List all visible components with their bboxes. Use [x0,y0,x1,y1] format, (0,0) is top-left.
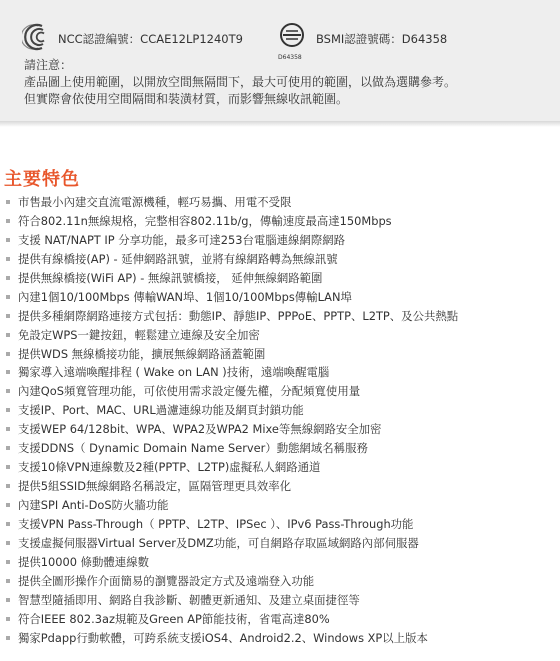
feature-list [6,193,556,648]
feature-item [6,629,556,648]
feature-text: 支援WEP 64/128bit、WPA、WPA2及WPA2 Mixe等無線網路安全加密 [18,422,382,437]
bullet-icon [6,200,10,204]
feature-item [6,591,556,610]
feature-item [6,288,556,307]
bsmi-logo-code: D64358 [278,54,302,61]
feature-item [6,420,556,439]
bullet-icon [6,427,10,431]
feature-item [6,553,556,572]
feature-text: 提供5組SSID無線網路名稱設定，區隔管理更具效率化 [18,479,292,494]
bullet-icon [6,295,10,299]
bullet-icon [6,446,10,450]
usage-notice [24,57,456,108]
feature-item [6,193,556,212]
feature-item [6,572,556,591]
feature-item [6,250,556,269]
feature-text: 提供10000 條動體連線數 [18,554,149,569]
notice-line-2: 但實際會依使用空間隔間和裝潢材質，而影響無線收訊範圍。 [24,92,349,106]
certification-row [0,22,560,61]
feature-text: 提供無線橋接(WiFi AP) - 無線訊號橋接， 延伸無線網路範圍 [18,270,323,285]
feature-text: 支援VPN Pass-Through（ PPTP、L2TP、IPSec ）、IPv6 Pass-Through功能 [18,516,414,531]
bullet-icon [6,579,10,583]
feature-text: 支援虛擬伺服器Virtual Server及DMZ功能，可自網路存取區域網路內部伺服器 [18,535,419,550]
feature-text: 市售最小內建交直流電源機種，輕巧易攜、用電不受限 [18,195,292,209]
bullet-icon [6,617,10,621]
feature-item [6,231,556,250]
feature-item [6,382,556,401]
bullet-icon [6,370,10,374]
feature-item [6,458,556,477]
feature-text: 提供全圖形操作介面簡易的瀏覽器設定方式及遠端登入功能 [18,573,315,588]
feature-text: 提供多種網際網路連接方式包括：動態IP、靜態IP、PPPoE、PPTP、L2TP、及公共熱點 [18,308,459,323]
feature-text: 支援10條VPN連線數及2種(PPTP、L2TP)虛擬私人網路通道 [18,460,321,475]
bullet-icon [6,465,10,469]
bullet-icon [6,522,10,526]
feature-item [6,269,556,288]
feature-text: 符合802.11n無線規格，完整相容802.11b/g，傳輸速度最高達150Mbps [18,213,392,228]
bullet-icon [6,484,10,488]
feature-item [6,307,556,326]
feature-item [6,363,556,382]
feature-text: 免設定WPS一鍵按鈕，輕鬆建立連線及安全加密 [18,327,260,342]
certification-panel [0,0,560,121]
feature-item [6,345,556,364]
feature-text: 支援DDNS（ Dynamic Domain Name Server）動態網域名稱服務 [18,441,368,456]
feature-text: 提供有線橋接(AP) - 延伸網路訊號，並將有線網路轉為無線訊號 [18,251,338,266]
feature-text: 支援IP、Port、MAC、URL過濾連線功能及網頁封鎖功能 [18,403,304,418]
feature-text: 支援 NAT/NAPT IP 分享功能，最多可達253台電腦連線網際網路 [18,232,346,247]
ncc-logo-icon [22,22,52,52]
notice-line-1: 產品圖上使用範圍，以開放空間無隔間下，最大可使用的範圍，以做為選購參考。 [24,75,457,89]
notice-title: 請注意： [24,58,73,72]
ncc-certification-number: NCC認證編號：CCAE12LP1240T9 [58,32,243,46]
panel-shadow [0,121,560,127]
feature-item [6,477,556,496]
feature-item [6,515,556,534]
feature-text: 智慧型隨插即用、網路自我診斷、韌體更新通知、及建立桌面捷徑等 [18,592,360,607]
section-title: 主要特色 [4,169,80,190]
feature-item [6,401,556,420]
bullet-icon [6,389,10,393]
feature-item [6,534,556,553]
bullet-icon [6,238,10,242]
bullet-icon [6,560,10,564]
bullet-icon [6,503,10,507]
feature-item [6,212,556,231]
feature-item [6,326,556,345]
bullet-icon [6,636,10,640]
feature-text: 獨家導入遠端喚醒排程 ( Wake on LAN )技術，遠端喚醒電腦 [18,365,330,380]
bullet-icon [6,257,10,261]
feature-text: 獨家Pdapp行動軟體，可跨系統支援iOS4、Android2.2、Windows XP以上版本 [18,630,428,645]
bullet-icon [6,276,10,280]
feature-item [6,439,556,458]
feature-text: 符合IEEE 802.3az規範及Green AP節能技術，省電高達80% [18,611,330,626]
bullet-icon [6,314,10,318]
feature-item [6,610,556,629]
feature-text: 內建QoS頻寬管理功能，可依使用需求設定優先權，分配頻寬使用量 [18,384,361,399]
bullet-icon [6,333,10,337]
feature-text: 內建1個10/100Mbps 傳輸WAN埠、1個10/100Mbps傳輸LAN埠 [18,289,352,304]
feature-text: 提供WDS 無線橋接功能，擴展無線網路涵蓋範圍 [18,346,266,361]
bullet-icon [6,598,10,602]
bsmi-certification-number: BSMI認證號碼：D64358 [316,32,448,46]
bullet-icon [6,352,10,356]
feature-text: 內建SPI Anti-DoS防火牆功能 [18,498,169,512]
feature-item [6,496,556,515]
bullet-icon [6,541,10,545]
bsmi-logo-icon [277,22,307,52]
bullet-icon [6,219,10,223]
bullet-icon [6,408,10,412]
